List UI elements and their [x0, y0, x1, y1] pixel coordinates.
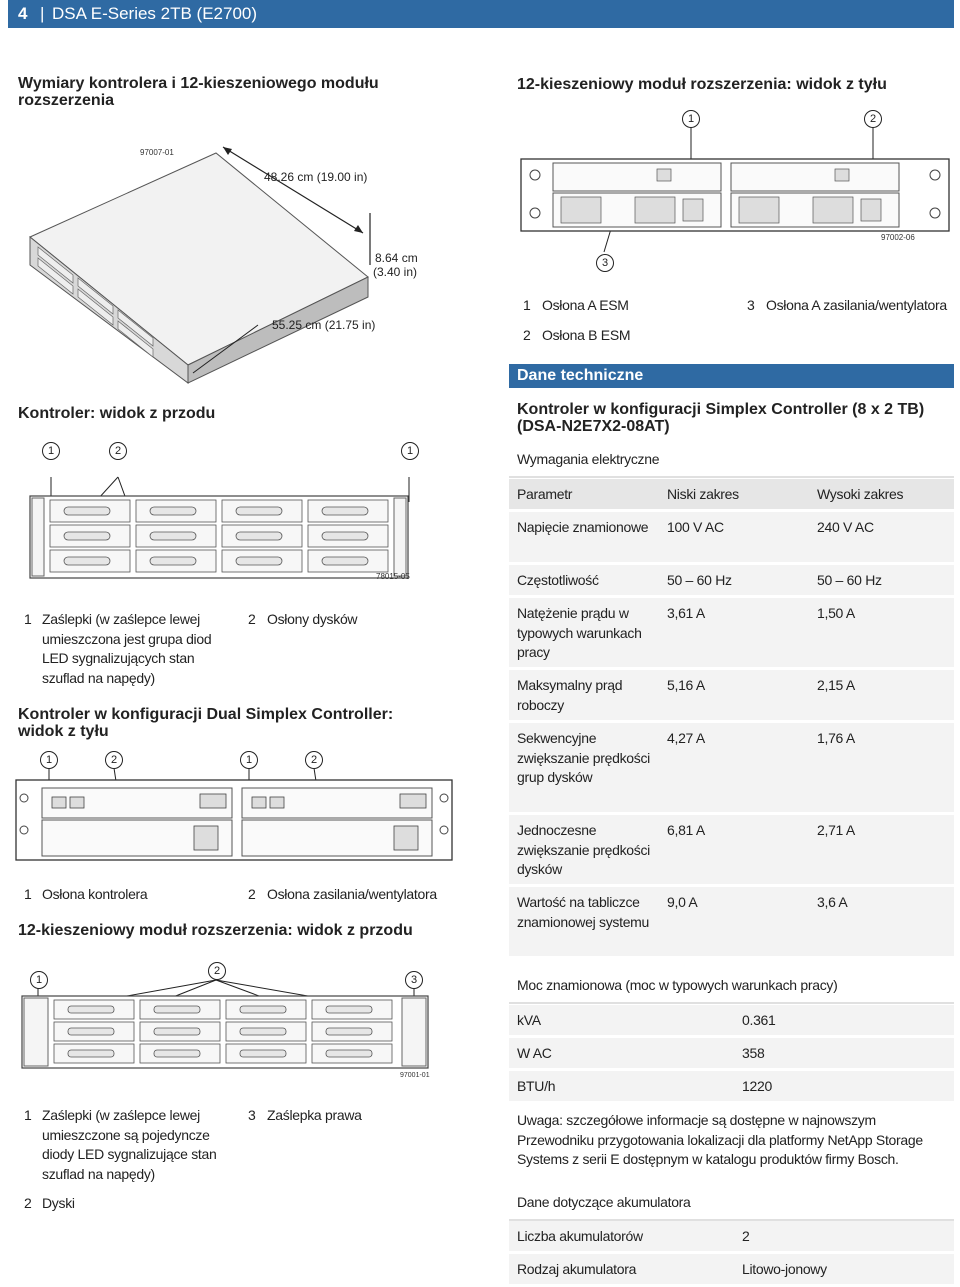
table-cell: 5,16 A: [667, 677, 705, 693]
exp-front-callout-1: 1: [30, 971, 48, 989]
front-legend-num-1: 1: [24, 611, 32, 627]
table-cell: 358: [742, 1045, 765, 1061]
table-cell: 240 V AC: [817, 519, 874, 535]
header-separator: |: [40, 4, 45, 23]
exp-front-callout-2: 2: [208, 962, 226, 980]
table-row: [509, 598, 954, 669]
table-cell: Jednoczesne zwiększanie prędkości dysków: [517, 822, 650, 877]
table-cell: 9,0 A: [667, 894, 698, 910]
dims-title: Wymiary kontrolera i 12-kieszeniowego modułu rozszerzenia: [18, 75, 379, 109]
table-row: [509, 1038, 954, 1070]
table-cell: 2,15 A: [817, 677, 855, 693]
tech-band: Dane techniczne: [509, 364, 954, 388]
table-cell: 3,6 A: [817, 894, 848, 910]
table-cell: Napięcie znamionowe: [517, 519, 649, 535]
table-cell: W AC: [517, 1045, 552, 1061]
dual-legend-num-1: 1: [24, 886, 32, 902]
table-cell: Sekwencyjne zwiększanie prędkości grup dysków: [517, 730, 650, 785]
dual-callout-1b: 1: [240, 751, 258, 769]
drive-handle: [150, 557, 196, 565]
table-row: [509, 887, 954, 958]
rear-legend-text-1: Osłona A ESM: [542, 297, 629, 313]
drive-handle: [64, 557, 110, 565]
table-cell: 0.361: [742, 1012, 776, 1028]
table-cell: 2,71 A: [817, 822, 855, 838]
table-row: [509, 1221, 954, 1253]
table-cell: 1,50 A: [817, 605, 855, 621]
drive-handle: [236, 532, 282, 540]
dual-rear-figure: [14, 768, 454, 863]
exp-legend-num-3: 3: [248, 1107, 256, 1123]
table-cell: 1220: [742, 1078, 772, 1094]
dim-height-label-1: 8.64 cm: [375, 251, 418, 265]
table-header-row: [509, 479, 954, 511]
front-figure-id: 78015-05: [376, 572, 410, 581]
front-legend-num-2: 2: [248, 611, 256, 627]
table-cell: Rodzaj akumulatora: [517, 1261, 637, 1277]
rear-legend-text-2: Osłona B ESM: [542, 327, 631, 343]
rear-callout-1: 1: [682, 110, 700, 128]
front-callout-1a: 1: [42, 442, 60, 460]
table-cell: 4,27 A: [667, 730, 705, 746]
exp-legend-num-1: 1: [24, 1107, 32, 1123]
page-number: 4: [18, 4, 28, 23]
table-row: [509, 670, 954, 722]
table-row: [509, 512, 954, 564]
table-row: [509, 1254, 954, 1286]
drive-handle: [240, 1028, 286, 1035]
table-cell: Natężenie prądu w typowych warunkach pracy: [517, 605, 642, 660]
dual-title: Kontroler w konfiguracji Dual Simplex Controller: widok z tyłu: [18, 706, 394, 740]
drive-handle: [68, 1006, 114, 1013]
rear-legend-num-3: 3: [747, 297, 755, 313]
front-view-figure: [18, 460, 438, 585]
drive-handle: [236, 557, 282, 565]
table-cell: BTU/h: [517, 1078, 556, 1094]
drive-handle: [154, 1050, 200, 1057]
exp-legend-text-2: Dyski: [42, 1195, 75, 1211]
exp-legend-text-1: Zaślepki (w zaślepce lewej umieszczone są pojedyncze diody LED sygnalizujące stan szuflad na napędy): [42, 1107, 217, 1182]
table-cell: 50 – 60 Hz: [817, 572, 882, 588]
dual-callout-2b: 2: [305, 751, 323, 769]
table-header-cell: Niski zakres: [667, 486, 739, 502]
drive-handle: [322, 507, 368, 515]
exp-legend-text-3: Zaślepka prawa: [267, 1107, 362, 1123]
table-header-cell: Wysoki zakres: [817, 486, 904, 502]
table-row: [509, 565, 954, 597]
table-cell: Częstotliwość: [517, 572, 599, 588]
rear-view-figure: [517, 127, 954, 257]
rear-figure-id: 97002-06: [881, 233, 915, 242]
front-callout-1b: 1: [401, 442, 419, 460]
table-cell: Liczba akumulatorów: [517, 1228, 643, 1244]
table-cell: Wartość na tabliczce znamionowej systemu: [517, 894, 650, 930]
table-cell: 3,61 A: [667, 605, 705, 621]
drive-handle: [326, 1050, 372, 1057]
battery-heading: Dane dotyczące akumulatora: [517, 1194, 691, 1210]
exp-front-figure-id: 97001-01: [400, 1072, 430, 1079]
exp-front-callout-3: 3: [405, 971, 423, 989]
dual-legend-text-1: Osłona kontrolera: [42, 886, 148, 902]
power-rule: [509, 1002, 954, 1004]
rear-legend-text-3: Osłona A zasilania/wentylatora: [766, 297, 947, 313]
drive-handle: [64, 532, 110, 540]
drive-handle: [322, 532, 368, 540]
dim-height-label-2: (3.40 in): [373, 265, 418, 279]
table-row: [509, 1071, 954, 1103]
front-legend-text-2: Osłony dysków: [267, 611, 358, 627]
drive-handle: [326, 1006, 372, 1013]
dual-callout-2a: 2: [105, 751, 123, 769]
power-heading: Moc znamionowa (moc w typowych warunkach pracy): [517, 977, 838, 993]
page-header: [8, 0, 954, 28]
table-cell: 2: [742, 1228, 750, 1244]
table-cell: 1,76 A: [817, 730, 855, 746]
rear-callout-2: 2: [864, 110, 882, 128]
tech-title: Kontroler w konfiguracji Simplex Controller (8 x 2 TB) (DSA-N2E7X2-08AT): [517, 401, 925, 435]
drive-handle: [154, 1006, 200, 1013]
drive-handle: [154, 1028, 200, 1035]
drive-handle: [68, 1050, 114, 1057]
drive-handle: [64, 507, 110, 515]
drive-handle: [322, 557, 368, 565]
note-text: Uwaga: szczegółowe informacje są dostępne w najnowszym Przewodniku przygotowania lokalizacji dla platformy NetApp Storage Systems z serii E dostępnym w katalogu produktów firmy Bosch.: [517, 1112, 923, 1167]
dual-legend-text-2: Osłona zasilania/wentylatora: [267, 886, 437, 902]
drive-handle: [236, 507, 282, 515]
drive-handle: [240, 1006, 286, 1013]
front-title: Kontroler: widok z przodu: [18, 405, 216, 422]
table-cell: kVA: [517, 1012, 541, 1028]
drive-handle: [150, 532, 196, 540]
dim-depth-label: 55.25 cm (21.75 in): [272, 318, 376, 332]
exp-front-title: 12-kieszeniowy moduł rozszerzenia: widok z przodu: [18, 922, 413, 939]
front-legend-text-1: Zaślepki (w zaślepce lewej umieszczona jest grupa diod LED sygnalizujących stan szuflad na napędy): [42, 611, 212, 686]
header-title: DSA E-Series 2TB (E2700): [52, 4, 258, 23]
dim-width-label: 48.26 cm (19.00 in): [264, 170, 368, 184]
table-row: [509, 1005, 954, 1037]
dims-figure: [18, 125, 438, 385]
rear-legend-num-1: 1: [523, 297, 531, 313]
table-header-cell: Parametr: [517, 486, 573, 502]
exp-front-figure: [18, 978, 438, 1080]
rear-callout-3: 3: [596, 254, 614, 272]
drive-handle: [68, 1028, 114, 1035]
dual-callout-1a: 1: [40, 751, 58, 769]
drive-handle: [240, 1050, 286, 1057]
exp-legend-num-2: 2: [24, 1195, 32, 1211]
table-cell: 6,81 A: [667, 822, 705, 838]
rear-legend-num-2: 2: [523, 327, 531, 343]
elec-heading: Wymagania elektryczne: [517, 451, 660, 467]
table-row: [509, 815, 954, 886]
table-cell: 100 V AC: [667, 519, 724, 535]
table-cell: Maksymalny prąd roboczy: [517, 677, 623, 713]
dual-legend-num-2: 2: [248, 886, 256, 902]
drive-handle: [150, 507, 196, 515]
drive-handle: [326, 1028, 372, 1035]
table-cell: 50 – 60 Hz: [667, 572, 732, 588]
table-cell: Litowo-jonowy: [742, 1261, 827, 1277]
table-row: [509, 723, 954, 814]
dims-figure-id: 97007-01: [140, 148, 174, 157]
front-callout-2: 2: [109, 442, 127, 460]
elec-rule: [509, 476, 954, 478]
rear-title: 12-kieszeniowy moduł rozszerzenia: widok z tyłu: [517, 76, 887, 93]
